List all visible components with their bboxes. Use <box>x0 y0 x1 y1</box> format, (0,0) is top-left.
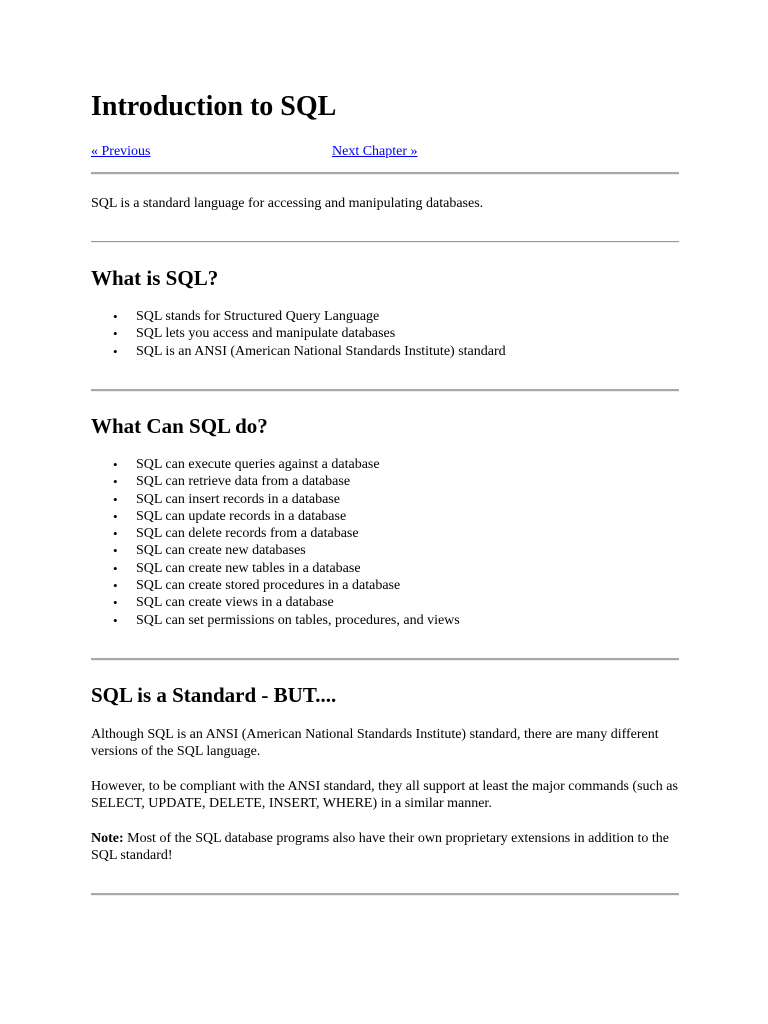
page-title: Introduction to SQL <box>91 91 337 122</box>
list-item: • SQL can set permissions on tables, procedures, and views <box>91 612 679 629</box>
list-item: • SQL can delete records from a database <box>91 525 679 542</box>
divider <box>91 172 679 175</box>
divider <box>91 241 679 243</box>
list-item: • SQL is an ANSI (American National Standards Institute) standard <box>91 343 679 360</box>
note-paragraph <box>91 830 679 864</box>
list-item: • SQL can create stored procedures in a database <box>91 577 679 594</box>
list-item: • SQL can create new tables in a database <box>91 560 679 577</box>
list-item: • SQL can execute queries against a database <box>91 456 679 473</box>
previous-link[interactable]: « Previous <box>91 144 151 159</box>
what-is-sql-list <box>91 308 679 360</box>
section-heading-what-is-sql: What is SQL? <box>91 266 219 290</box>
next-chapter-link[interactable]: Next Chapter » <box>332 144 418 159</box>
note-label: Note: <box>91 831 124 846</box>
list-item: • SQL can retrieve data from a database <box>91 473 679 490</box>
standard-paragraph-1: Although SQL is an ANSI (American National Standards Institute) standard, there are many different versions of the SQL language. <box>91 727 659 759</box>
list-item: • SQL stands for Structured Query Language <box>91 308 679 325</box>
divider <box>91 658 679 661</box>
what-can-sql-do-list <box>91 456 679 629</box>
divider <box>91 893 679 896</box>
list-item: • SQL can insert records in a database <box>91 491 679 508</box>
section-heading-sql-standard: SQL is a Standard - BUT.... <box>91 683 337 707</box>
list-item: • SQL can update records in a database <box>91 508 679 525</box>
note-text: Most of the SQL database programs also have their own proprietary extensions in addition to the SQL standard! <box>91 831 670 863</box>
divider <box>91 389 679 392</box>
section-heading-what-can-sql-do: What Can SQL do? <box>91 414 268 438</box>
list-item: • SQL lets you access and manipulate databases <box>91 325 679 342</box>
standard-paragraph-2: However, to be compliant with the ANSI standard, they all support at least the major commands (such as SELECT, UPDATE, DELETE, INSERT, WHERE) in a similar manner. <box>91 779 678 811</box>
list-item: • SQL can create views in a database <box>91 594 679 611</box>
list-item: • SQL can create new databases <box>91 542 679 559</box>
intro-paragraph: SQL is a standard language for accessing and manipulating databases. <box>91 196 484 211</box>
